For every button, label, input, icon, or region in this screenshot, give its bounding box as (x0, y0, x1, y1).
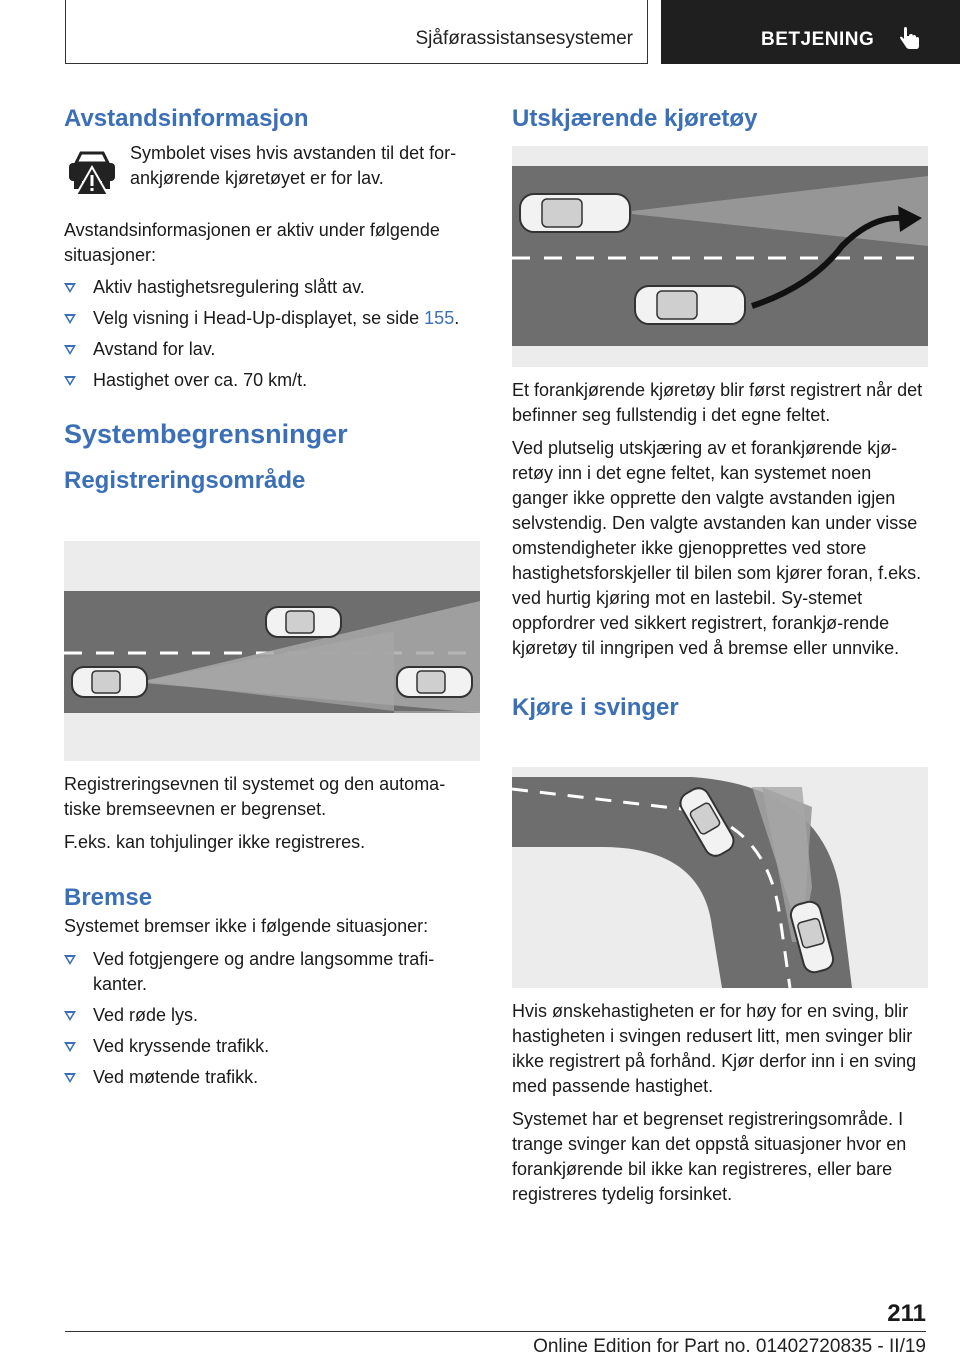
left-column (64, 100, 480, 495)
cut-in-car-icon (635, 286, 745, 324)
avstand-intro: Avstandsinformasjonen er aktiv under følgende situasjoner: (64, 220, 440, 265)
left-column-lower (64, 772, 480, 1090)
pointing-hand-icon (897, 26, 923, 52)
list-item: Ved røde lys. (64, 1003, 480, 1028)
bullet-triangle-icon (64, 283, 76, 293)
car-ahead-icon (520, 194, 630, 232)
right-column-lower (512, 999, 928, 1207)
bullet-triangle-icon (64, 1042, 76, 1052)
car-ahead-icon (266, 607, 341, 637)
bullet-triangle-icon (64, 955, 76, 965)
list-item: Ved møtende trafikk. (64, 1065, 480, 1090)
list-item: Ved kryssende trafikk. (64, 1034, 480, 1059)
bullet-triangle-icon (64, 1073, 76, 1083)
bremse-intro: Systemet bremser ikke i følgende situasjoner: (64, 916, 429, 936)
registrering-p1: Registreringsevnen til systemet og den automa-tiske bremseevnen er begrenset. (64, 774, 446, 819)
figure-detection-range (64, 541, 480, 761)
svinger-p2: Systemet har et begrenset registreringsområde. I trange svinger kan det oppstå situasjoner hvor en forankjørende bil ikke kan registreres, eller bare registreres tydelig forsinket. (512, 1109, 907, 1204)
right-column-middle (512, 378, 928, 722)
utskjaerende-p1: Et forankjørende kjøretøy blir først registrert når det befinner seg fullstendig i det egne feltet. (512, 380, 923, 425)
car-warning-icon (66, 149, 118, 199)
header-section-title: Sjåførassistansesystemer (415, 28, 633, 49)
bullet-triangle-icon (64, 376, 76, 386)
registrering-p2: F.eks. kan tohjulinger ikke registreres. (64, 832, 366, 852)
list-item: Avstand for lav. (64, 337, 480, 362)
list-item: Ved fotgjengere og andre langsomme trafi-kanter. (64, 947, 480, 997)
footer-edition: Online Edition for Part no. 01402720835 - II/19 (533, 1336, 926, 1357)
heading-registreringsomrade: Registreringsområde (64, 467, 306, 494)
figure-cut-in (512, 146, 928, 367)
symbol-block (64, 145, 480, 215)
footer-divider (65, 1331, 926, 1332)
page-number: 211 (887, 1300, 926, 1327)
header-chapter-box (661, 0, 960, 64)
heading-utskjaerende: Utskjærende kjøretøy (512, 105, 758, 132)
own-car-icon (72, 667, 147, 697)
header-section-box (65, 0, 648, 64)
heading-kjore-i-svinger: Kjøre i svinger (512, 694, 679, 721)
heading-bremse: Bremse (64, 884, 153, 911)
bremse-list (64, 947, 480, 1090)
figure-curve (512, 767, 928, 988)
utskjaerende-p2: Ved plutselig utskjæring av et forankjørende kjø-retøy inn i det egne feltet, kan systemet noen ganger ikke opprette den valgte avstanden igjen selvstendig. Den valgte avstanden kan under visse omstendigheter ikke gjenopprettes ved store hastighetsforskjeller til bilen som kjører foran, f.eks. ved hurtig kjøring mot en lastebil. Sy-stemet oppfordrer ved sikkert registrert, forankjø-rende kjøretøy til inngripen ved å bremse eller unnvike. (512, 438, 922, 658)
heading-avstandsinformasjon: Avstandsinformasjon (64, 105, 309, 132)
symbol-text: Symbolet vises hvis avstanden til det for-ankjørende kjøretøyet er for lav. (130, 143, 457, 188)
car-far-icon (397, 667, 472, 697)
header-chapter-title: BETJENING (761, 29, 875, 50)
list-item: Velg visning i Head-Up-displayet, se side 155. (64, 306, 480, 331)
bullet-triangle-icon (64, 1011, 76, 1021)
right-column (512, 100, 928, 133)
bullet-triangle-icon (64, 314, 76, 324)
heading-systembegrensninger: Systembegrensninger (64, 419, 348, 449)
list-item: Aktiv hastighetsregulering slått av. (64, 275, 480, 300)
avstand-list (64, 275, 480, 393)
page-link[interactable]: 155 (424, 308, 455, 328)
svinger-p1: Hvis ønskehastigheten er for høy for en sving, blir hastigheten i svingen redusert litt, men svinger blir ikke registrert på forhånd. Kjør derfor inn i en sving med passende hastighet. (512, 1001, 917, 1096)
list-item: Hastighet over ca. 70 km/t. (64, 368, 480, 393)
bullet-triangle-icon (64, 345, 76, 355)
